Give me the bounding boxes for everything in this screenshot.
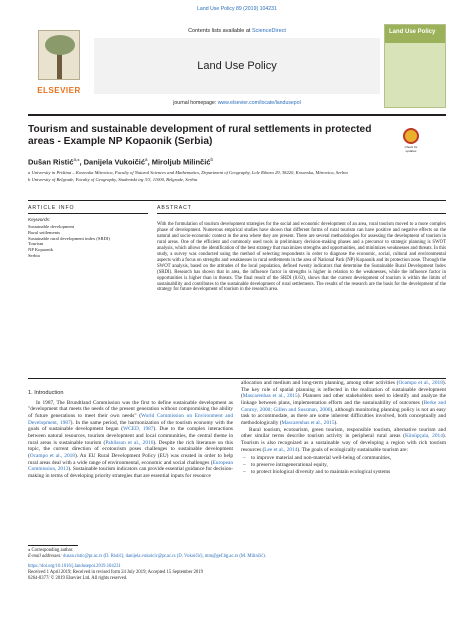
info-rule [28, 213, 148, 214]
body-paragraph: Rural tourism, ecotourism, green tourism, responsible tourism, alternative tourism and other similar terms describe tourism activity in peripheral rural areas (Künüpçala, 2014). Tourism is also recognized as a sustainable way of developing a region with rich tourism resources (Lee et al., 2014). The goals of ecologically sustainable tourism are: [241, 426, 446, 453]
keyword: Serbia [28, 252, 40, 258]
article-title: Tourism and sustainable development of rural settlements in protected areas - Example NP Kopaonik (Serbia) [28, 124, 372, 147]
citation-link[interactable]: Mascarenhas et al., 2015 [242, 393, 298, 400]
keywords-list [28, 224, 148, 259]
goals-list [241, 455, 446, 475]
journal-header [28, 20, 446, 112]
affiliation-a: a University in Priština – Kosovska Mitrovica, Faculty of Natural Sciences and Mathematics, Department of Geography, Lole Ribara 29, 38220, Kosovska, Mitrovica, Serbia [28, 170, 348, 175]
journal-reference[interactable]: Land Use Policy 89 (2019) 104231 [197, 6, 277, 12]
contents-line: Contents lists available at ScienceDirect [188, 28, 286, 34]
author-3-sup: b [210, 157, 213, 162]
journal-homepage: journal homepage: www.elsevier.com/locate/landusepol [173, 100, 301, 106]
body-divider [28, 378, 446, 379]
sciencedirect-link[interactable]: ScienceDirect [251, 28, 286, 34]
footnotes [28, 548, 446, 582]
footnote-rule [28, 545, 78, 546]
abstract-heading: ABSTRACT [157, 205, 192, 211]
citation-link[interactable]: Berke and Conroy, 2000; Gillen and Sussman, 2006 [241, 399, 446, 413]
keyword: Sustainable rural development index (SRDI) [28, 235, 110, 241]
corresponding-author: ⁎ Corresponding author. [28, 548, 74, 553]
crossmark-label: Check for updates [404, 145, 418, 153]
citation-link[interactable]: Ocampo et al., 2018 [29, 452, 75, 459]
copyright: 0264-8377/ © 2019 Elsevier Ltd. All rights reserved. [28, 576, 128, 581]
keyword: NP Kopaonik [28, 247, 53, 253]
abstract-text: With the formulation of tourism development strategies for the social and economic development of an area, rural tourism moved to a more complex phase of development. Numerous empirical studies have shown that different forms of rural tourism can have positive and negative effects on the natural and socio-economic context in the area where they are present. There are several methodologies for assessing the development of tourism in rural areas. One of the efficient and commonly used tools in preliminary decision-making phases and a precursor to strategic planning is SWOT analysis, which allows the identification of the best strategy that maximizes strengths and opportunities, and minimizes weaknesses and threats. In this study, a survey was conducted using the method of selecting respondents in order to diagnose the economic, social, cultural and environmental aspects with a focus on strengths and weaknesses in rural settlements in the area of National Park (NP) Kopaonik and its protection zone. Through the SWOT analysis, based on the attitudes of the local population, defined twenty indicators that determine the Sustainable Rural Development Index (SRDI). Research has shown that in area, the influence factor in strengths is higher in relation to the weaknesses, while the influence factor in opportunities is higher than in threats. The final result of the SRDI (0.63), shows that the current development of tourism is within the limits of sustainability and contributes to the sustainable development of rural settlements. The results of the research are the basis for the development of the strategy for future development of tourism in the research area. [157, 222, 446, 293]
citation-link[interactable]: Künüpçala, 2014 [404, 433, 443, 440]
elsevier-logo[interactable] [28, 28, 90, 102]
list-item: – to improve material and non-material well-being of communities, [241, 455, 446, 462]
citation-link[interactable]: Ocampo et al., 2018 [398, 380, 443, 386]
journal-banner [94, 20, 380, 112]
citation-link[interactable]: Pahlisson et al., 2016 [105, 439, 154, 446]
list-item: – to preserve intragenerational equity, [241, 462, 446, 469]
author-2-sup: a [145, 157, 148, 162]
keywords-label: Keywords: [28, 218, 51, 223]
keyword: Rural settlements [28, 229, 61, 235]
citation-link[interactable]: Mascarenhas et al., 2015 [281, 419, 335, 426]
email-addresses: E-mail addresses: dusan.ristic@pr.ac.rs (D. Ristić), danijela.vukoicic@pr.ac.rs (D. Vukoičić), mm@gef.bg.ac.rs (M. Milinčić). [28, 554, 267, 559]
cover-title: Land Use Policy [389, 29, 436, 35]
body-left-column [28, 390, 233, 480]
section-divider [28, 200, 446, 201]
received-dates: Received 1 April 2019; Received in revised form 24 July 2019; Accepted 15 September 2019 [28, 570, 203, 575]
author-list [28, 157, 446, 167]
homepage-link[interactable]: www.elsevier.com/locate/landusepol [217, 100, 301, 106]
email-links[interactable]: dusan.ristic@pr.ac.rs (D. Ristić), danijela.vukoicic@pr.ac.rs (D. Vukoičić), mm@gef.bg.ac.rs (M. Milinčić). [62, 554, 267, 559]
tree-icon [38, 30, 80, 80]
journal-cover[interactable] [384, 24, 446, 108]
crossmark-icon [403, 128, 419, 144]
body-paragraph: allocation and medium and long-term planning, among other activities (Ocampo et al., 2018). The key role of spatial planning is reflected in the realization of sustainable development (Mascarenhas et al., 2015). Planners and other stakeholders need to identify and analyze the linkage between plans, implementation efforts and the sustainability of outcomes (Berke and Conroy, 2000; Gillen and Sussman, 2006), although monitoring planning policy is not an easy task to accommodate, as there are some inherent difficulties involved, both conceptually and methodologically (Mascarenhas et al., 2015). [241, 380, 446, 426]
affiliation-b: b University of Belgrade, Faculty of Geography, Studentski trg 3/3, 11000, Belgrade, Serbia [28, 177, 198, 182]
intro-paragraph: In 1987, The Brundtland Commission was the first to define sustainable development as "development that meets the needs of the present generation without compromising the ability of future generations to meet their own needs" (World Commission on Environment and Development, 1987). In the same period, the harmonization of the tourism economy with the goals of sustainable development began (WCED, 1987). Due to the complex interactions between natural resources, tourism development and local communities, the central theme in rural areas is sustainable tourism (Pahlisson et al., 2016). Despite the rich literature on this topic, the current direction of ecotourism poses challenges to sustainable development (Ocampo et al., 2018). An EU Rural Development Policy (EU) was created in order to help rural areas deal with a wide range of environmental, economic and social challenges (European Commission, 2013). Sustainable tourism indicators can provide essential guidance for decision-making in terms of developing priority strategies that are essential inputs for resource [28, 399, 234, 479]
author-2[interactable]: , Danijela Vukoičić [79, 157, 146, 167]
crossmark-badge[interactable] [400, 128, 422, 154]
list-item: – to protect biological diversity and to maintain ecological systems [241, 469, 446, 476]
doi-link[interactable]: https://doi.org/10.1016/j.landusepol.2019.104231 [28, 564, 121, 569]
author-1-sup: a,⁎ [73, 157, 80, 162]
article-info-heading: ARTICLE INFO [28, 205, 75, 211]
abstract-rule [157, 213, 446, 214]
citation-link[interactable]: WCED, 1987 [123, 426, 154, 433]
header-divider [28, 114, 446, 116]
journal-title: Land Use Policy [197, 60, 277, 72]
body-right-column [241, 380, 446, 475]
section-heading: 1. Introduction [28, 390, 64, 396]
publisher-name: ELSEVIER [37, 86, 81, 95]
keyword: Sustainable development [28, 224, 75, 229]
keyword: Tourism [28, 241, 44, 247]
citation-link[interactable]: World Commission on Environment and Development, 1987 [28, 412, 233, 426]
author-3[interactable]: , Miroljub Milinčić [147, 157, 211, 167]
citation-link[interactable]: Lee et al., 2014 [264, 446, 298, 453]
citation-link[interactable]: European Commission, 2013 [28, 459, 233, 473]
author-1[interactable]: Dušan Ristić [28, 157, 74, 167]
